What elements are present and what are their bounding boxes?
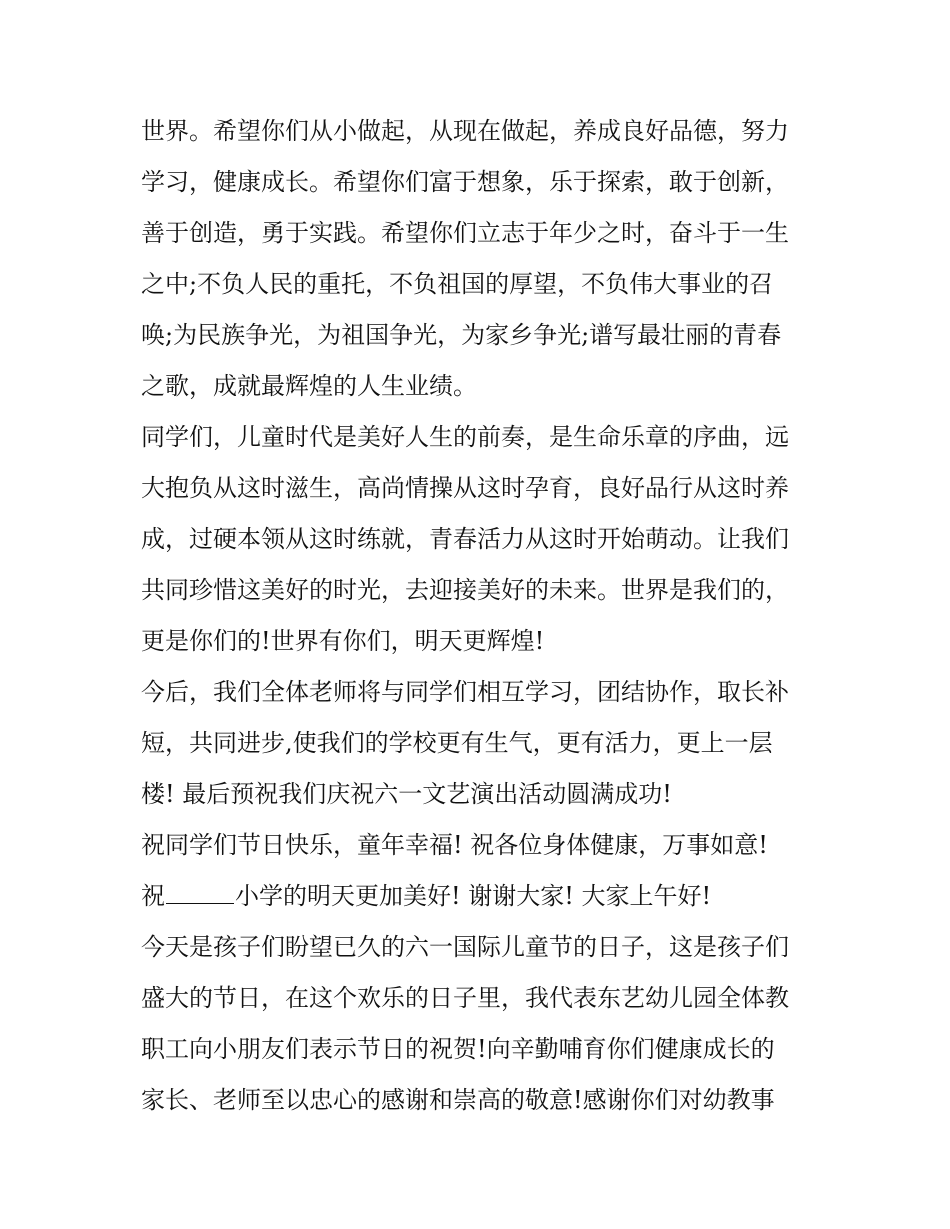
blank-line-suffix: 小学的明天更加美好! 谢谢大家! 大家上午好! <box>235 882 712 910</box>
text-line: 楼! 最后预祝我们庆祝六一文艺演出活动圆满成功! <box>141 780 672 808</box>
text-line: 盛大的节日，在这个欢乐的日子里，我代表东艺幼儿园全体教 <box>141 984 789 1012</box>
blank-fill-line <box>141 871 821 922</box>
blank-line-prefix: 祝 <box>141 882 165 910</box>
text-line: 大抱负从这时滋生，高尚情操从这时孕育，良好品行从这时养 <box>141 474 789 502</box>
text-line: 职工向小朋友们表示节日的祝贺!向辛勤哺育你们健康成长的 <box>141 1035 775 1063</box>
text-line: 之歌，成就最辉煌的人生业绩。 <box>141 372 477 400</box>
text-line: 今后，我们全体老师将与同学们相互学习，团结协作，取长补 <box>141 678 789 706</box>
fill-in-blank <box>166 883 234 904</box>
text-line: 今天是孩子们盼望已久的六一国际儿童节的日子，这是孩子们 <box>141 933 789 961</box>
text-line: 祝同学们节日快乐，童年幸福! 祝各位身体健康，万事如意! <box>141 831 768 859</box>
text-line: 同学们，儿童时代是美好人生的前奏，是生命乐章的序曲，远 <box>141 423 789 451</box>
text-line: 善于创造，勇于实践。希望你们立志于年少之时，奋斗于一生 <box>141 219 789 247</box>
body-text <box>141 106 821 1126</box>
text-line: 共同珍惜这美好的时光，去迎接美好的未来。世界是我们的， <box>141 576 789 604</box>
text-line: 之中;不负人民的重托，不负祖国的厚望，不负伟大事业的召 <box>141 270 774 298</box>
text-line: 成，过硬本领从这时练就，青春活力从这时开始萌动。让我们 <box>141 525 789 553</box>
text-line: 短，共同进步,使我们的学校更有生气，更有活力，更上一层 <box>141 729 773 757</box>
text-line: 更是你们的!世界有你们，明天更辉煌! <box>141 627 545 655</box>
text-line: 家长、老师至以忠心的感谢和崇高的敬意!感谢你们对幼教事 <box>141 1086 775 1114</box>
text-line: 世界。希望你们从小做起，从现在做起，养成良好品德，努力 <box>141 117 789 145</box>
text-line: 学习，健康成长。希望你们富于想象，乐于探索，敢于创新， <box>141 168 789 196</box>
text-line: 唤;为民族争光，为祖国争光，为家乡争光;谱写最壮丽的青春 <box>141 321 782 349</box>
